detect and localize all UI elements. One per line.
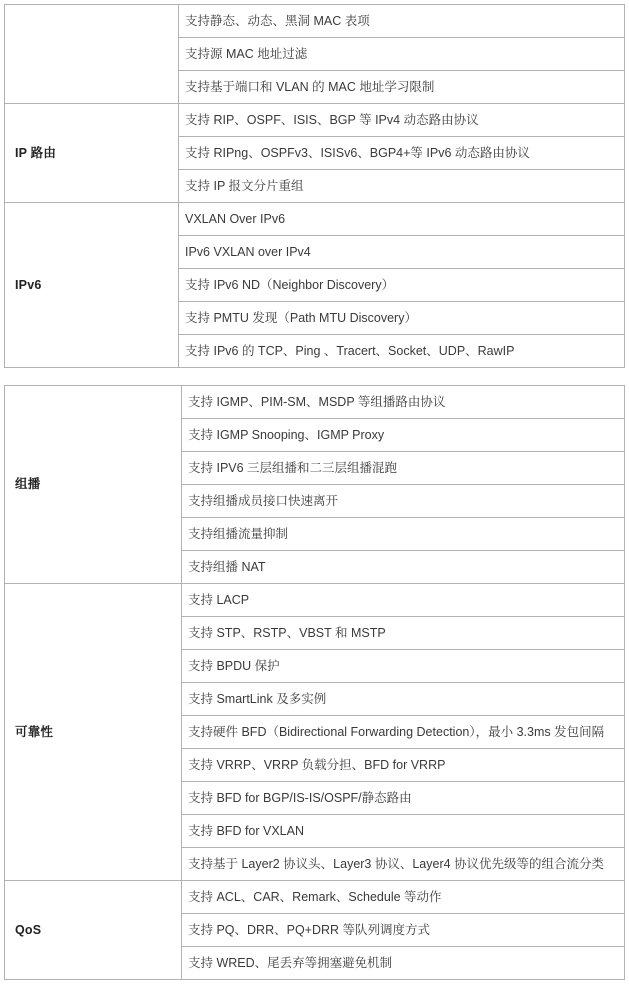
feature-cell: 支持组播 NAT: [182, 551, 625, 584]
feature-table-upper: [4, 4, 625, 368]
feature-cell: 支持基于 Layer2 协议头、Layer3 协议、Layer4 协议优先级等的组合流分类: [182, 848, 625, 881]
feature-cell: 支持 RIPng、OSPFv3、ISISv6、BGP4+等 IPv6 动态路由协议: [179, 137, 625, 170]
feature-cell: 支持 BFD for VXLAN: [182, 815, 625, 848]
feature-cell: 支持 IGMP Snooping、IGMP Proxy: [182, 419, 625, 452]
feature-cell: 支持源 MAC 地址过滤: [179, 38, 625, 71]
feature-cell: 支持 LACP: [182, 584, 625, 617]
feature-cell: 支持基于端口和 VLAN 的 MAC 地址学习限制: [179, 71, 625, 104]
feature-cell: 支持 SmartLink 及多实例: [182, 683, 625, 716]
feature-cell: 支持 RIP、OSPF、ISIS、BGP 等 IPv4 动态路由协议: [179, 104, 625, 137]
feature-cell: 支持 WRED、尾丢弃等拥塞避免机制: [182, 947, 625, 980]
feature-table-lower: [4, 385, 625, 980]
category-cell: IPv6: [5, 203, 179, 368]
feature-cell: 支持 BFD for BGP/IS-IS/OSPF/静态路由: [182, 782, 625, 815]
category-cell: [5, 5, 179, 104]
feature-cell: 支持 PMTU 发现（Path MTU Discovery）: [179, 302, 625, 335]
category-cell: QoS: [5, 881, 182, 980]
feature-cell: 支持 VRRP、VRRP 负载分担、BFD for VRRP: [182, 749, 625, 782]
table-row: [5, 104, 625, 137]
feature-cell: VXLAN Over IPv6: [179, 203, 625, 236]
feature-cell: 支持 IGMP、PIM-SM、MSDP 等组播路由协议: [182, 386, 625, 419]
feature-cell: 支持 PQ、DRR、PQ+DRR 等队列调度方式: [182, 914, 625, 947]
feature-cell: 支持 IPV6 三层组播和二三层组播混跑: [182, 452, 625, 485]
table-row: [5, 881, 625, 914]
feature-cell: 支持静态、动态、黑洞 MAC 表项: [179, 5, 625, 38]
feature-cell: 支持 IPv6 ND（Neighbor Discovery）: [179, 269, 625, 302]
table-row: [5, 203, 625, 236]
feature-cell: 支持硬件 BFD（Bidirectional Forwarding Detection），最小 3.3ms 发包间隔: [182, 716, 625, 749]
feature-cell: 支持 IP 报文分片重组: [179, 170, 625, 203]
feature-cell: 支持 STP、RSTP、VBST 和 MSTP: [182, 617, 625, 650]
table-row: [5, 5, 625, 38]
feature-cell: IPv6 VXLAN over IPv4: [179, 236, 625, 269]
feature-table-lower-body: [5, 386, 625, 980]
feature-cell: 支持 IPv6 的 TCP、Ping 、Tracert、Socket、UDP、RawIP: [179, 335, 625, 368]
table-row: [5, 584, 625, 617]
feature-cell: 支持 ACL、CAR、Remark、Schedule 等动作: [182, 881, 625, 914]
feature-cell: 支持组播流量抑制: [182, 518, 625, 551]
table-row: [5, 386, 625, 419]
category-cell: 组播: [5, 386, 182, 584]
category-cell: IP 路由: [5, 104, 179, 203]
feature-cell: 支持 BPDU 保护: [182, 650, 625, 683]
feature-table-upper-body: [5, 5, 625, 368]
category-cell: 可靠性: [5, 584, 182, 881]
feature-cell: 支持组播成员接口快速离开: [182, 485, 625, 518]
